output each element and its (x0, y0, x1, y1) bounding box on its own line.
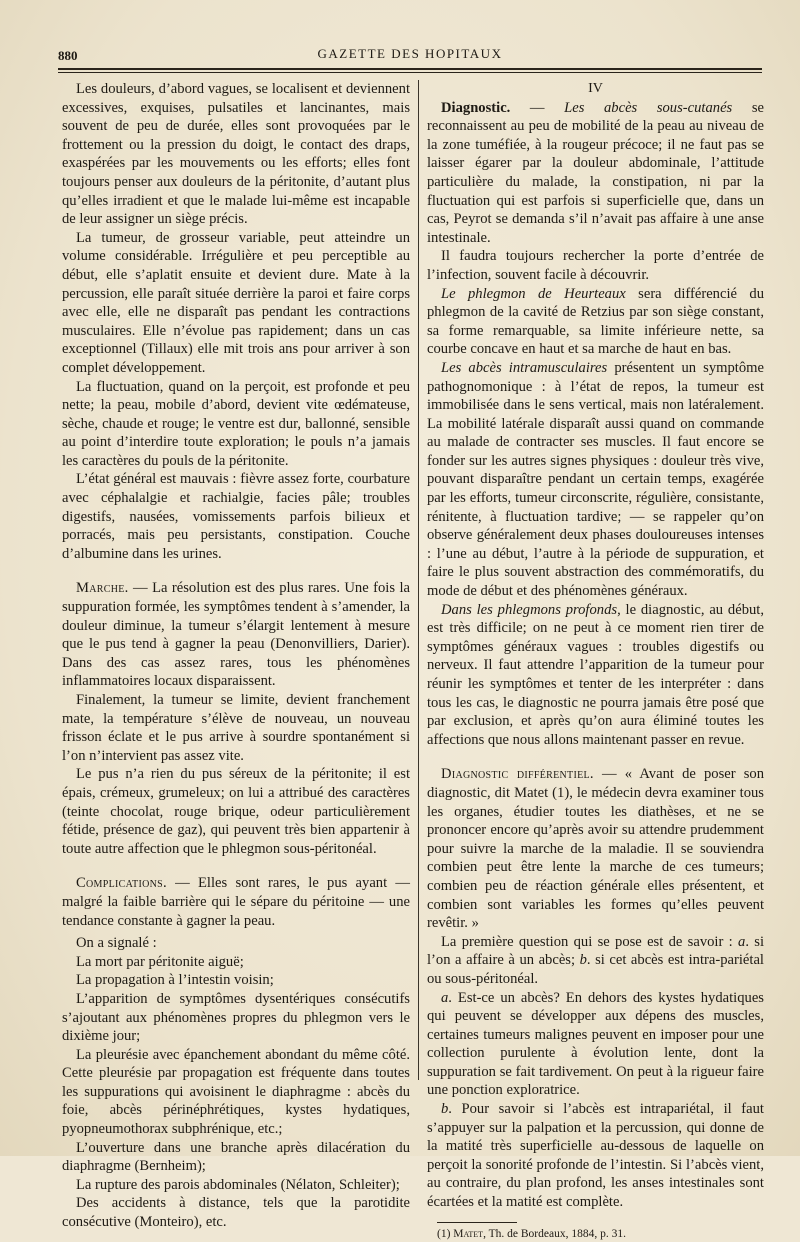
heading-marche: Marche. (76, 580, 129, 597)
paragraph-complications (62, 874, 410, 930)
paragraph-heurteaux (427, 285, 764, 359)
question-text-a: La première question qui se pose est de savoir : (441, 933, 739, 950)
complications-text: — Elles sont rares, le pus ayant — malgré la faible barrière qui le sépare du péritoine — une tendance constante à gagner la peau. (62, 875, 410, 929)
paragraph-pus: Le pus n’a rien du pus séreux de la péritonite; il est épais, crémeux, grumeleux; on lui a attribué des caractères (teinte chocolat, rouge brique, odeur particulièrement fétide, présence de gaz), qui peuvent très bien appartenir à toute autre affection que le phlegmon sous-péritonéal. (62, 766, 410, 857)
column-divider (418, 80, 419, 1080)
question-text-b: . si l’on a affaire à un abcès; (427, 933, 764, 969)
heurteaux-text: sera différencié du phlegmon de la cavité de Retzius par son siège constant, sa forme remarquable, sa limite inférieure nette, sa courbe concave en haut et sa marche de haut en bas. (427, 285, 764, 358)
left-column (62, 80, 410, 1232)
list-item: La mort par péritonite aiguë; (76, 953, 244, 970)
intramusculaires-text: présentent un symptôme pathognomonique : à l’état de repos, la tumeur est immobilisée dans le sens vertical, mais non latéralement. La mobilité latérale disparaît aussi quand on commande au malade de contracter ses muscles. Il faut encore se fonder sur les autres signes physiques : douleur très vive, pouvant disparaître pendant un certain temps, exagérée par les efforts, tumeur circonscrite, régulière, consistante, rénitente, à fluctuation tardive; — se rappeler qu’on observe généralement deux phases douloureuses intenses : l’une au début, l’autre à la période de suppuration, et faire le plus souvent abstraction des commémoratifs, du mode de début et des phénomènes généraux. (427, 359, 764, 600)
paragraph-profonds (427, 601, 764, 750)
italic-abces-sous-cutanes: Les abcès sous-cutanés (564, 99, 733, 116)
paragraph-porte-entree: Il faudra toujours rechercher la porte d’entrée de l’infection, souvent facile à découvrir. (427, 248, 764, 283)
question-text-c: . si cet abcès est intra-pariétal ou sous-péritonéal. (427, 952, 764, 987)
paragraph-etat-general: L’état général est mauvais : fièvre assez forte, courbature avec céphalalgie et rachialgie, facies pâle; troubles digestifs, nausées, vomissements parfois bilieux et porracés, mais peu persistants, constipation. Couche d’albumine dans les urines. (62, 471, 410, 562)
list-item: L’ouverture dans une branche après dilacération du diaphragme (Bernheim); (62, 1139, 410, 1175)
paragraph-diagnostic (427, 99, 764, 248)
paragraph-premiere-question (427, 933, 764, 989)
footnote-author: Matet (453, 1227, 484, 1240)
footnote (427, 1227, 764, 1242)
italic-intramusculaires: Les abcès intramusculaires (441, 359, 608, 376)
list-item: La rupture des parois abdominales (Nélaton, Schleiter); (76, 1176, 400, 1193)
marche-text: — La résolution est des plus rares. Une fois la suppuration formée, les symptômes tendent à s’amender, la douleur diminue, la tumeur s’élargit lentement à mesure que le pus tend à gagner la peau (Denonvilliers, Darier). Dans des cas assez rares, tous les phénomènes inflammatoires locaux disparaissent. (62, 580, 410, 690)
italic-heurteaux: Le phlegmon de Heurteaux (441, 285, 626, 302)
journal-title: GAZETTE DES HOPITAUX (317, 46, 503, 61)
header-rule-thick (58, 68, 762, 70)
paragraph-a (427, 989, 764, 1101)
heading-complications: Complications. (76, 875, 167, 892)
paragraph-differentiel (427, 765, 764, 932)
paragraph-tumeur: La tumeur, de grosseur variable, peut atteindre un volume considérable. Irrégulière et peu perceptible au début, elle s’aplatit ensuite et devient dure. Mate à la percussion, elle paraît située derrière la paroi et faire corps avec elle, elle ne disparaît pas pendant les contractions musculaires. Elle n’évolue pas rapidement; dans un cas exceptionnel (Tillaux) elle mit trois ans pour arriver à son complet développement. (62, 229, 410, 376)
b-text: . Pour savoir si l’abcès est intrapariétal, il faut s’appuyer sur la palpation et la percussion, qui donne de la matité très superficielle au-dessous de laquelle on perçoit la sonorité profonde de l’intestin. Si l’abcès vient, au contraire, du plan profond, les anses intestinales sont écartées et la matité est complète. (427, 1101, 764, 1211)
label-b: b (579, 952, 587, 969)
paragraph-marche (62, 579, 410, 691)
dash: — (510, 99, 565, 116)
diagnostic-text: se reconnaissent au peu de mobilité de la peau au niveau de la zone tuméfiée, à la rougeur précoce; il ne faut pas se laisser égarer par la douleur abdominale, l’attitude particulière du malade, la constipation, ni par la fluctuation qui est parfois si superficielle que, dans un cas, Peyrot se demanda s’il n’avait pas affaire à une anse intestinale. (427, 99, 764, 246)
footnote-number: (1) (437, 1227, 454, 1240)
list-item: La propagation à l’intestin voisin; (76, 972, 274, 989)
heading-diagnostic-differentiel: Diagnostic différentiel. (441, 766, 594, 783)
list-item: L’apparition de symptômes dysentériques consécutifs s’ajoutant aux phénomènes propres du phlegmon vers le dixième jour; (62, 990, 410, 1045)
profonds-text: , le diagnostic, au début, est très difficile; on ne peut à ce moment rien tirer de symptômes généraux vagues : troubles digestifs ou nerveux. Il faut attendre l’apparition de la tumeur pour réunir les symptômes et tenter de les interpréter : dans tous les cas, le diagnostic ne pourra jamais être posé que par exclusion, et après qu’on aura éliminé toutes les affections que nous allons maintenant passer en revue. (427, 601, 764, 748)
a-text: . Est-ce un abcès? En dehors des kystes hydatiques qui peuvent se développer aux dépens des muscles, certaines tumeurs malignes peuvent en imposer pour une collection purulente à évolution lente, dont la suppuration se fait tardivement. On peut à la rigueur faire une ponction exploratrice. (427, 989, 764, 1099)
page-header (58, 44, 762, 66)
prefix-b: b (441, 1101, 449, 1118)
right-column (427, 80, 764, 1242)
label-a: a (738, 933, 746, 950)
paragraph-finalement: Finalement, la tumeur se limite, devient franchement mate, la température s’élève de nouveau, un nouveau frisson éclate et le pus arrive à sourdre spontanément si l’on n’intervient pas assez vite. (62, 692, 410, 764)
footnote-reference: , Th. de Bordeaux, 1884, p. 31. (483, 1227, 626, 1240)
differentiel-text: — « Avant de poser son diagnostic, dit Matet (1), le médecin devra examiner tous les organes, étudier toutes les diathèses, et ne se prononcer encore qu’après avoir su attendre prudemment pour suivre la marche de la maladie. Il se souviendra combien peut être lente la marche de ces tumeurs; combien peu de réaction générale elles présentent, et combien sont variables les formes qu’elles peuvent revêtir. » (427, 766, 764, 932)
page-number: 880 (58, 48, 78, 63)
on-a-signale: On a signalé : (76, 935, 157, 952)
paragraph-fluctuation: La fluctuation, quand on la perçoit, est profonde et peu nette; la peau, mobile d’abord, devient vite œdémateuse, sèche, chaude et rouge; le ventre est dur, ballonné, sensible au point d’interdire toute exploration; le pouls n’a jamais les caractères du pouls de la péritonite. (62, 378, 410, 469)
italic-profonds: Dans les phlegmons profonds (441, 601, 618, 618)
header-rule-thin (58, 72, 762, 73)
paragraph-douleurs: Les douleurs, d’abord vagues, se localisent et deviennent excessives, exquises, pulsatiles et lancinantes, mais souvent de peu de durée, elles sont provoquées par le frottement ou la pression du doigt, le contact des draps, exaspérées par les mouvements ou les efforts; elles font toujours penser aux douleurs de la péritonite, d’autant plus qu’elles irradient et que le malade lui-même est incapable de leur assigner un siège précis. (62, 81, 410, 228)
section-number: IV (588, 81, 603, 96)
footnote-rule (437, 1222, 517, 1223)
paragraph-intramusculaires (427, 359, 764, 601)
prefix-a: a (441, 989, 449, 1006)
heading-diagnostic: Diagnostic. (441, 99, 511, 116)
list-item: La pleurésie avec épanchement abondant du même côté. Cette pleurésie par propagation est fréquente dans toutes les suppurations qui avoisinent le diaphragme : abcès du foie, abcès périnéphrétiques, kystes hydatiques, pyopneumothorax subphrénique, etc.; (62, 1046, 410, 1138)
list-item: Des accidents à distance, tels que la parotidite consécutive (Monteiro), etc. (62, 1195, 410, 1231)
